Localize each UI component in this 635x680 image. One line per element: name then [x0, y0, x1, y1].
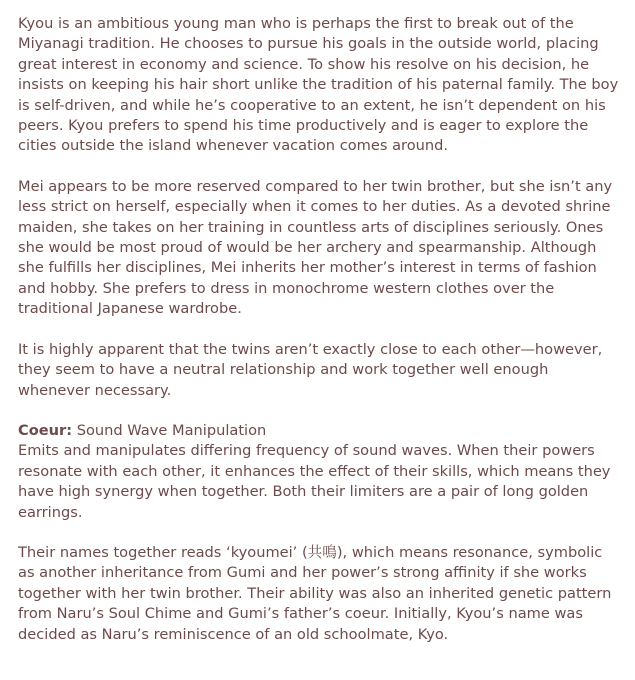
twins-relationship-paragraph: It is highly apparent that the twins aren’t exactly close to each other—however, they seem to have a neutral relationship and work together well enough whenever necessary.	[18, 340, 603, 399]
coeur-heading	[18, 421, 623, 441]
coeur-label: Coeur:	[18, 421, 73, 439]
coeur-section	[18, 421, 623, 523]
character-description	[18, 14, 623, 665]
mei-paragraph: Mei appears to be more reserved compared to her twin brother, but she isn’t any less strict on herself, especially when it comes to her duties. As a devoted shrine maiden, she takes on her training in countless arts of disciplines seriously. Ones she would be most proud of would be her archery and spearmanship. Although she fulfills her disciplines, Mei inherits her mother’s interest in terms of fashion and hobby. She prefers to dress in monochrome western clothes over the traditional Japanese wardrobe.	[18, 177, 613, 318]
coeur-name: Sound Wave Manipulation	[76, 421, 267, 439]
coeur-description: Emits and manipulates differing frequency of sound waves. When their powers resonate with each other, it enhances the effect of their skills, which means they have high synergy when together. Both their limiters are a pair of long golden earrings.	[18, 442, 611, 521]
kyou-paragraph: Kyou is an ambitious young man who is perhaps the first to break out of the Miyanagi tradition. He chooses to pursue his goals in the outside world, placing great interest in economy and science. To show his resolve on his decision, he insists on keeping his hair short unlike the tradition of his paternal family. The boy is self-driven, and while he’s cooperative to an extent, he isn’t dependent on his peers. Kyou prefers to spend his time productively and is eager to explore the cities outside the island whenever vacation comes around.	[18, 15, 619, 155]
names-meaning-paragraph: Their names together reads ‘kyoumei’ (共鳴), which means resonance, symbolic as another inheritance from Gumi and her power’s strong affinity if she works together with her twin brother. Their ability was also an inherited genetic pattern from Naru’s Soul Chime and Gumi’s father’s coeur. Initially, Kyou’s name was decided as Naru’s reminiscence of an old schoolmate, Kyo.	[18, 543, 612, 643]
